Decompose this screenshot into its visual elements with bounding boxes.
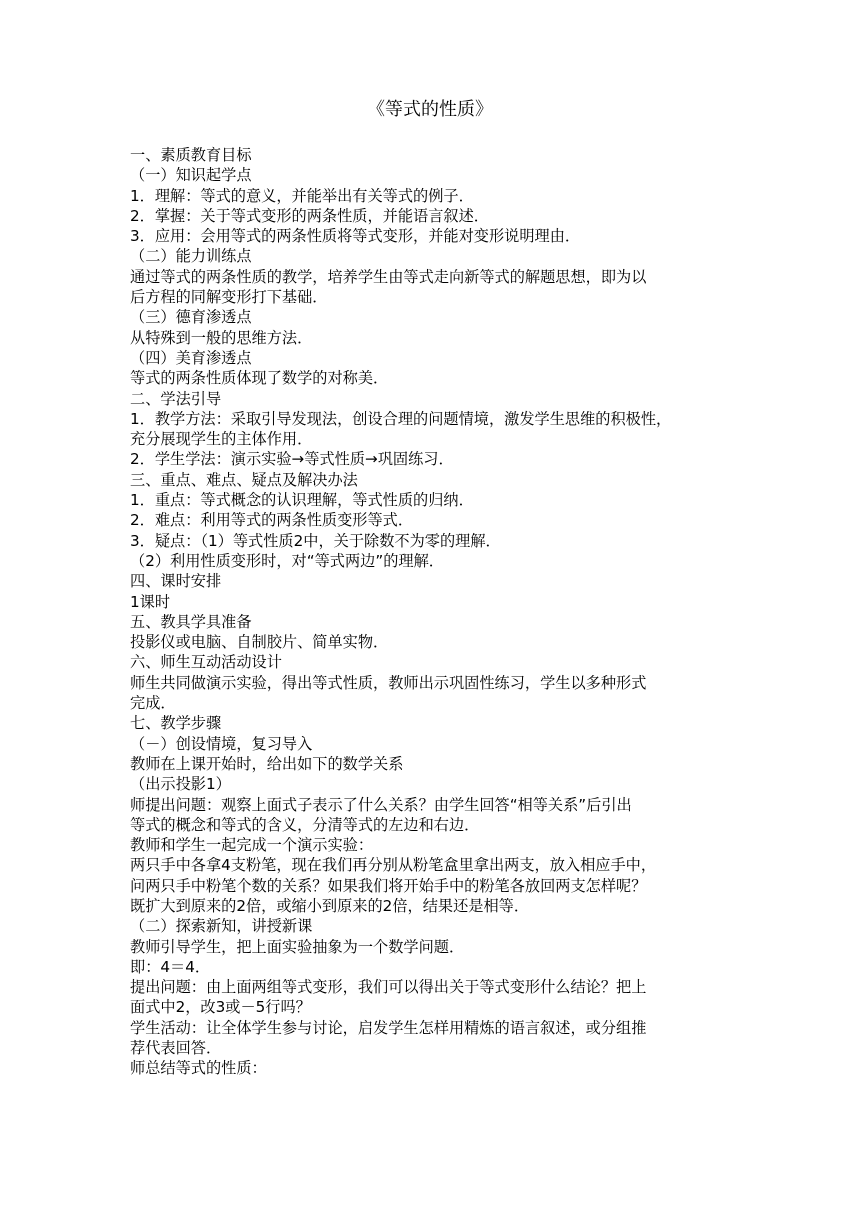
text-line: 五、教具学具准备 xyxy=(130,612,252,631)
text-line: 从特殊到一般的思维方法． xyxy=(130,328,313,347)
text-line: 七、教学步骤 xyxy=(130,714,222,733)
text-line: 荐代表回答． xyxy=(130,1039,222,1058)
text-line: 2．难点：利用等式的两条性质变形等式． xyxy=(130,511,414,530)
text-line: 1．教学方法：采取引导发现法，创设合理的问题情境，激发学生思维的积极性， xyxy=(130,409,672,428)
text-line: （二）探索新知，讲授新课 xyxy=(130,917,313,936)
text-line: 既扩大到原来的2倍，或缩小到原来的2倍，结果还是相等． xyxy=(130,896,530,915)
text-line: 后方程的同解变形打下基础． xyxy=(130,288,328,307)
text-line: 等式的概念和等式的含义，分清等式的左边和右边． xyxy=(130,815,480,834)
text-line: 师提出问题：观察上面式子表示了什么关系？由学生回答“相等关系”后引出 xyxy=(130,795,632,814)
text-line: 2．学生学法：演示实验→等式性质→巩固练习． xyxy=(130,450,454,469)
text-line: 教师和学生一起完成一个演示实验： xyxy=(130,836,373,855)
text-line: （－）创设情境，复习导入 xyxy=(130,734,313,753)
text-line: 提出问题：由上面两组等式变形，我们可以得出关于等式变形什么结论？把上 xyxy=(130,978,647,997)
text-line: 二、学法引导 xyxy=(130,389,222,408)
text-line: 1．理解：等式的意义，并能举出有关等式的例子． xyxy=(130,186,474,205)
text-line: 师生共同做演示实验，得出等式性质，教师出示巩固性练习，学生以多种形式 xyxy=(130,673,647,692)
text-line: 问两只手中粉笔个数的关系？如果我们将开始手中的粉笔各放回两支怎样呢？ xyxy=(130,876,647,895)
text-line: 充分展现学生的主体作用． xyxy=(130,430,313,449)
document-title: 《等式的性质》 xyxy=(367,99,493,120)
text-line: 投影仪或电脑、自制胶片、简单实物． xyxy=(130,633,389,652)
text-line: 三、重点、难点、疑点及解决办法 xyxy=(130,470,358,489)
text-line: （一）知识起学点 xyxy=(130,166,252,185)
text-line: （二）能力训练点 xyxy=(130,247,252,266)
text-line: 面式中2，改3或－5行吗？ xyxy=(130,998,311,1017)
text-line: 1课时 xyxy=(130,592,171,611)
text-line: 1．重点：等式概念的认识理解，等式性质的归纳． xyxy=(130,491,474,510)
text-line: （出示投影1） xyxy=(130,775,231,794)
document-body xyxy=(130,145,745,1079)
text-line: 3．应用：会用等式的两条性质将等式变形，并能对变形说明理由． xyxy=(130,227,581,246)
text-line: （2）利用性质变形时，对“等式两边”的理解． xyxy=(130,551,444,570)
text-line: 3．疑点：（1）等式性质2中，关于除数不为零的理解． xyxy=(130,531,501,550)
text-line: 即：4＝4． xyxy=(130,957,211,976)
text-line: 通过等式的两条性质的教学，培养学生由等式走向新等式的解题思想，即为以 xyxy=(130,267,647,286)
text-line: 2．掌握：关于等式变形的两条性质，并能语言叙述． xyxy=(130,206,489,225)
text-line: 学生活动：让全体学生参与讨论，启发学生怎样用精炼的语言叙述，或分组推 xyxy=(130,1018,647,1037)
text-line: 一、素质教育目标 xyxy=(130,146,252,164)
text-line: 完成． xyxy=(130,694,176,713)
text-line: 教师在上课开始时，给出如下的数学关系 xyxy=(130,754,404,773)
text-line: （三）德育渗透点 xyxy=(130,308,252,327)
text-line: 两只手中各拿4支粉笔，现在我们再分别从粉笔盒里拿出两支，放入相应手中， xyxy=(130,856,657,875)
text-line: 六、师生互动活动设计 xyxy=(130,653,282,672)
text-line: 等式的两条性质体现了数学的对称美． xyxy=(130,369,389,388)
text-line: 教师引导学生，把上面实验抽象为一个数学问题． xyxy=(130,937,465,956)
text-line: （四）美育渗透点 xyxy=(130,348,252,367)
text-line: 四、课时安排 xyxy=(130,572,222,591)
text-line: 师总结等式的性质： xyxy=(130,1059,267,1078)
